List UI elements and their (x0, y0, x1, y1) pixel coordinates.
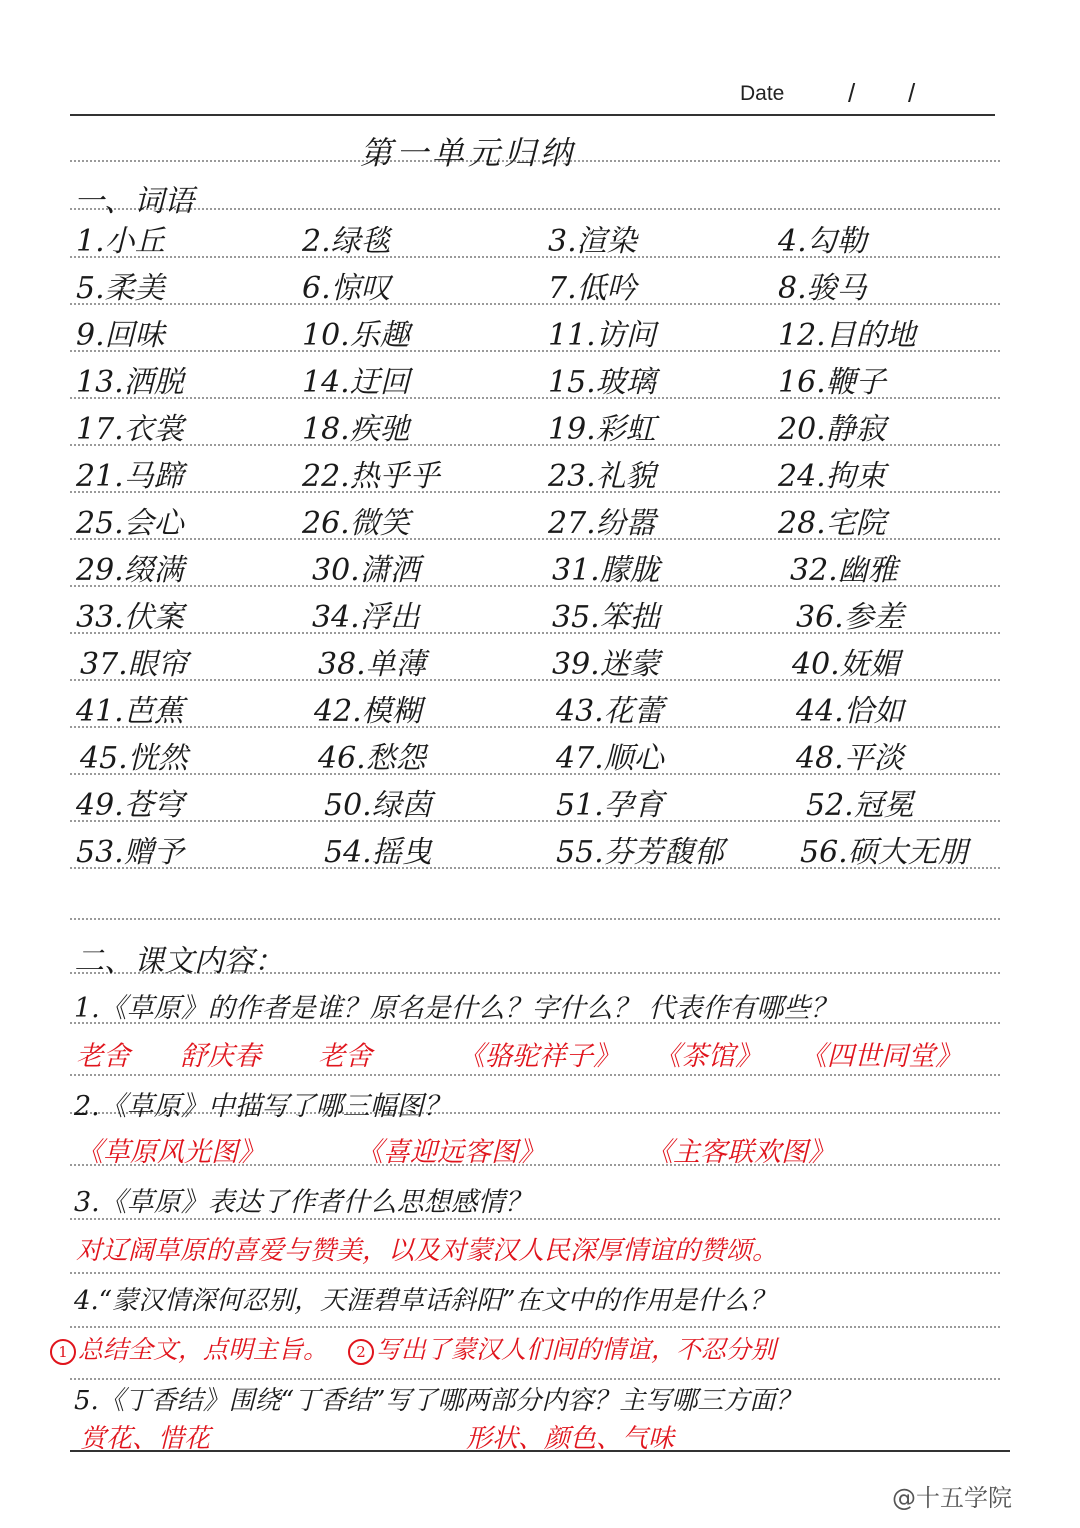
answer-2-picture: 《主客联欢图》 (646, 1137, 835, 1168)
answer-1-real-name: 舒庆春 (180, 1041, 261, 1072)
vocab-word: 31.朦胧 (552, 553, 660, 588)
vocab-word: 43.花蕾 (556, 694, 664, 729)
vocab-word: 55.芬芳馥郁 (556, 835, 724, 870)
answer-1-work: 《骆驼祥子》 (458, 1041, 620, 1072)
vocab-word: 23.礼貌 (548, 459, 656, 494)
answer-1-courtesy-name: 老舍 (318, 1041, 372, 1072)
section-heading-text-content: 二、课文内容： (74, 944, 284, 979)
question-1: 1.《草原》的作者是谁？原名是什么？字什么？ 代表作有哪些？ (74, 993, 838, 1024)
question-2: 2.《草原》中描写了哪三幅图？ (74, 1091, 451, 1122)
vocab-word: 54.摇曳 (324, 835, 432, 870)
vocab-word: 19.彩虹 (548, 412, 656, 447)
vocab-word: 45.恍然 (80, 741, 188, 776)
ruled-line (70, 1326, 1000, 1328)
circled-number: 1 (50, 1339, 76, 1365)
header-rule (70, 114, 995, 116)
answer-3: 对辽阔草原的喜爱与赞美，以及对蒙汉人民深厚情谊的赞颂。 (76, 1236, 779, 1266)
vocab-word: 22.热乎乎 (302, 459, 440, 494)
vocab-word: 12.目的地 (778, 318, 916, 353)
ruled-line (70, 1272, 1000, 1274)
answer-4-part-2: 写出了蒙汉人们间的情谊，不忍分别 (375, 1335, 776, 1364)
vocab-word: 14.迂回 (302, 365, 410, 400)
answer-1-pen-name: 老舍 (76, 1041, 130, 1072)
vocab-word: 18.疾驰 (302, 412, 410, 447)
vocab-word: 10.乐趣 (302, 318, 410, 353)
ruled-line (70, 1074, 1000, 1076)
date-slash: / (908, 78, 916, 108)
vocab-word: 51.孕育 (556, 788, 664, 823)
vocab-word: 41.芭蕉 (76, 694, 184, 729)
question-4: 4.“蒙汉情深何忍别，天涯碧草话斜阳”在文中的作用是什么？ (74, 1286, 776, 1316)
date-slash: / (848, 78, 856, 108)
vocab-word: 24.拘束 (778, 459, 886, 494)
date-label: Date (740, 82, 785, 105)
vocab-word: 5.柔美 (76, 271, 165, 306)
vocab-word: 47.顺心 (556, 741, 664, 776)
vocab-word: 4.勾勒 (778, 224, 867, 259)
vocab-word: 1.小丘 (76, 224, 165, 259)
vocab-word: 11.访问 (548, 318, 656, 353)
vocab-word: 13.洒脱 (76, 365, 184, 400)
ruled-line (70, 208, 1000, 210)
question-5: 5.《丁香结》围绕“丁香结”写了哪两部分内容？主写哪三方面？ (74, 1386, 802, 1416)
vocab-word: 50.绿茵 (324, 788, 432, 823)
vocab-word: 53.赠予 (76, 835, 184, 870)
vocab-word: 7.低吟 (548, 271, 637, 306)
vocab-word: 30.潇洒 (312, 553, 420, 588)
ruled-line (70, 918, 1000, 920)
vocab-word: 17.衣裳 (76, 412, 184, 447)
vocab-word: 34.浮出 (312, 600, 420, 635)
vocab-word: 9.回味 (76, 318, 165, 353)
vocab-word: 46.愁怨 (318, 741, 426, 776)
vocab-word: 52.冠冕 (806, 788, 914, 823)
vocab-word: 36.参差 (796, 600, 904, 635)
vocab-word: 38.单薄 (318, 647, 426, 682)
vocab-word: 8.骏马 (778, 271, 867, 306)
question-3: 3.《草原》表达了作者什么思想感情？ (74, 1187, 532, 1218)
answer-1-work: 《茶馆》 (654, 1041, 762, 1072)
answer-5-parts: 赏花、惜花 (80, 1424, 211, 1454)
vocab-word: 15.玻璃 (548, 365, 656, 400)
vocab-word: 56.硕大无朋 (800, 835, 968, 870)
section-heading-vocabulary: 一、词语 (74, 184, 194, 219)
vocab-word: 49.苍穹 (76, 788, 184, 823)
page-title: 第一单元归纳 (360, 134, 577, 172)
answer-1-work: 《四世同堂》 (800, 1041, 962, 1072)
vocab-word: 33.伏案 (76, 600, 184, 635)
circled-number: 2 (348, 1339, 374, 1365)
vocab-word: 37.眼帘 (80, 647, 188, 682)
vocab-word: 27.纷嚣 (548, 506, 656, 541)
vocab-word: 20.静寂 (778, 412, 886, 447)
vocab-word: 26.微笑 (302, 506, 410, 541)
vocab-word: 6.惊叹 (302, 271, 391, 306)
vocab-word: 32.幽雅 (790, 553, 898, 588)
answer-4-part-1: 总结全文，点明主旨。 (78, 1335, 329, 1364)
vocab-word: 25.会心 (76, 506, 184, 541)
watermark: @十五学院 (892, 1484, 1012, 1512)
vocab-word: 3.渲染 (548, 224, 637, 259)
vocab-word: 48.平淡 (796, 741, 904, 776)
answer-2-picture: 《草原风光图》 (76, 1137, 265, 1168)
vocab-word: 39.迷蒙 (552, 647, 660, 682)
vocab-word: 21.马蹄 (76, 459, 184, 494)
answer-2-picture: 《喜迎远客图》 (356, 1137, 545, 1168)
vocab-word: 40.妩媚 (792, 647, 900, 682)
vocab-word: 28.宅院 (778, 506, 886, 541)
vocab-word: 35.笨拙 (552, 600, 660, 635)
vocab-word: 44.恰如 (796, 694, 904, 729)
vocab-word: 2.绿毯 (302, 224, 391, 259)
answer-4 (50, 1330, 776, 1366)
vocab-word: 16.鞭子 (778, 365, 886, 400)
vocab-word: 42.模糊 (314, 694, 422, 729)
vocab-word: 29.缀满 (76, 553, 184, 588)
answer-5-aspects: 形状、颜色、气味 (466, 1424, 675, 1454)
